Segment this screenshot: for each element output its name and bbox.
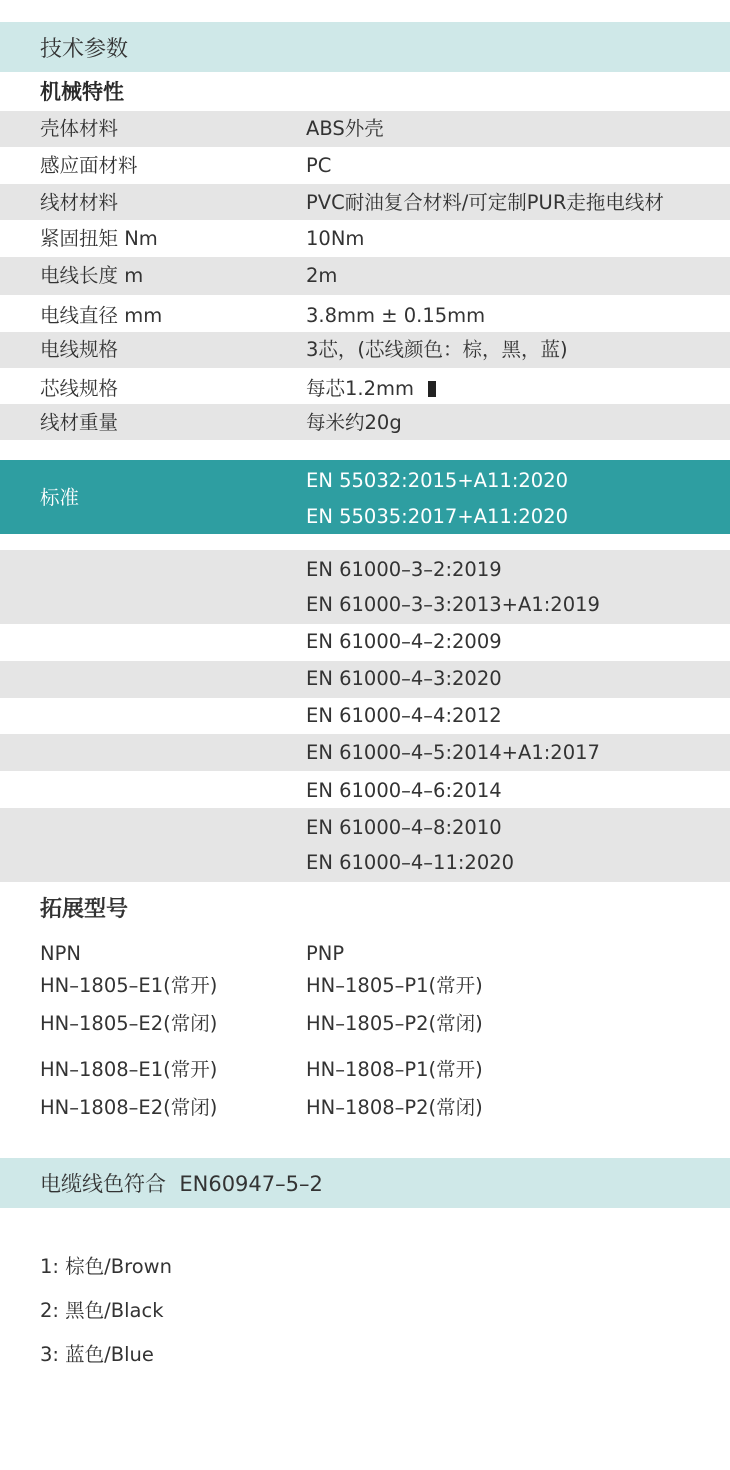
standard-item: EN 61000–4–4:2012 [306, 704, 502, 727]
pnp-model: HN–1805–P1(常开) [306, 974, 483, 997]
cable-colors-header [0, 1158, 730, 1208]
cable-color-item: 2: 黑色/Black [40, 1299, 164, 1322]
spec-value: PVC耐油复合材料/可定制PUR走拖电线材 [306, 191, 664, 214]
standard-item: EN 61000–4–5:2014+A1:2017 [306, 741, 600, 764]
spec-label: 感应面材料 [40, 154, 138, 177]
npn-model: HN–1805–E2(常闭) [40, 1012, 218, 1035]
npn-model: HN–1808–E2(常闭) [40, 1096, 218, 1119]
cable-color-item: 1: 棕色/Brown [40, 1255, 172, 1278]
square-mark-icon [428, 381, 436, 397]
spec-value: 每米约20g [306, 411, 402, 434]
npn-header: NPN [40, 942, 81, 965]
standard-item: EN 55035:2017+A11:2020 [306, 505, 569, 528]
standards-label: 标准 [40, 486, 80, 509]
spec-value: PC [306, 154, 332, 177]
spec-value: ABS外壳 [306, 117, 384, 140]
spec-label: 壳体材料 [40, 117, 119, 140]
standard-item: EN 61000–4–11:2020 [306, 851, 515, 874]
extended-models-heading: 拓展型号 [40, 897, 129, 922]
standard-item: EN 61000–4–8:2010 [306, 816, 502, 839]
spec-label: 芯线规格 [40, 377, 119, 400]
spec-value-with-mark [306, 379, 436, 399]
pnp-model: HN–1808–P2(常闭) [306, 1096, 483, 1119]
spec-value: 3芯，(芯线颜色：棕，黑，蓝) [306, 338, 568, 361]
cable-colors-title: 电缆线色符合 EN60947–5–2 [40, 1172, 323, 1196]
npn-model: HN–1808–E1(常开) [40, 1058, 218, 1081]
npn-model: HN–1805–E1(常开) [40, 974, 218, 997]
pnp-header: PNP [306, 942, 345, 965]
spec-label: 电线长度 m [40, 264, 144, 287]
standard-item: EN 55032:2015+A11:2020 [306, 469, 569, 492]
tech-params-header [0, 22, 730, 72]
spec-value: 3.8mm ± 0.15mm [306, 304, 486, 327]
spec-value: 2m [306, 264, 338, 287]
pnp-model: HN–1808–P1(常开) [306, 1058, 483, 1081]
spec-value: 10Nm [306, 227, 365, 250]
standard-item: EN 61000–3–2:2019 [306, 558, 502, 581]
standard-item: EN 61000–4–6:2014 [306, 779, 502, 802]
spec-label: 线材重量 [40, 411, 119, 434]
cable-color-item: 3: 蓝色/Blue [40, 1343, 154, 1366]
spec-label: 电线直径 mm [40, 304, 163, 327]
standard-item: EN 61000–4–3:2020 [306, 667, 502, 690]
mechanical-heading: 机械特性 [40, 80, 124, 104]
spec-label: 线材材料 [40, 191, 119, 214]
pnp-model: HN–1805–P2(常闭) [306, 1012, 483, 1035]
tech-params-title: 技术参数 [40, 36, 129, 62]
standard-item: EN 61000–3–3:2013+A1:2019 [306, 593, 600, 616]
standard-item: EN 61000–4–2:2009 [306, 630, 502, 653]
spec-value: 每芯1.2mm [306, 377, 415, 400]
spec-label: 紧固扭矩 Nm [40, 227, 158, 250]
spec-label: 电线规格 [40, 338, 119, 361]
